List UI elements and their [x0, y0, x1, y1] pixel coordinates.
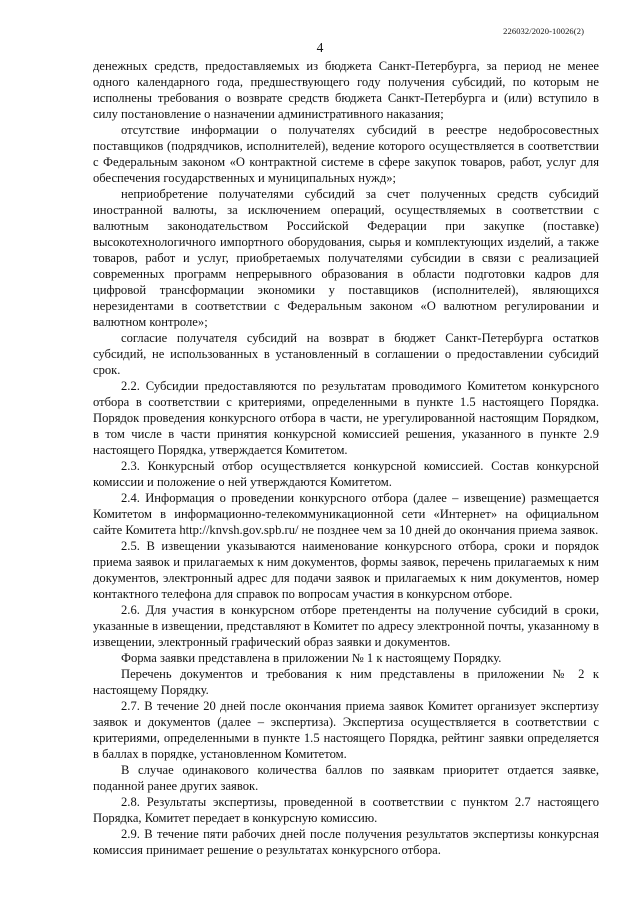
- paragraph: 2.8. Результаты экспертизы, проведенной в соответствии с пунктом 2.7 настоящего Порядка, Комитет передает в конкурсную комиссию.: [93, 795, 599, 825]
- paragraph: 2.4. Информация о проведении конкурсного отбора (далее – извещение) размещается Комитетом в информационно-телекоммуникационной сети «Интернет» на официальном сайте Комитета http://knvsh.gov.spb.ru/ не позднее чем за 10 дней до окончания приема заявок.: [93, 491, 599, 537]
- paragraph: 2.5. В извещении указываются наименование конкурсного отбора, сроки и порядок приема заявок и прилагаемых к ним документов, формы заявок, перечень прилагаемых к ним документов, электронный адрес для подачи заявок и прилагаемых к ним документов, номер контактного телефона для справок по вопросам участия в конкурсном отборе.: [93, 539, 599, 601]
- page-number: 4: [316, 40, 324, 55]
- paragraph: денежных средств, предоставляемых из бюджета Санкт-Петербурга, за период не менее одного календарного года, предшествующего году получения субсидий, по которым не исполнены требования о возврате средств бюджета Санкт-Петербурга и (или) вступило в силу постановление о назначении административного наказания;: [93, 59, 599, 121]
- paragraph: Перечень документов и требования к ним представлены в приложении № 2 к настоящему Порядку.: [93, 667, 599, 697]
- document-body: [93, 58, 599, 858]
- paragraph: 2.3. Конкурсный отбор осуществляется конкурсной комиссией. Состав конкурсной комиссии и положение о ней утверждаются Комитетом.: [93, 459, 599, 489]
- paragraph: Форма заявки представлена в приложении № 1 к настоящему Порядку.: [121, 651, 502, 665]
- paragraph: 2.7. В течение 20 дней после окончания приема заявок Комитет организует экспертизу заявок и документов (далее – экспертиза). Экспертиза осуществляется в соответствии с критериями, определенными в пункте 1.5 настоящего Порядка, рейтинг заявки определяется в баллах в порядке, установленном Комитетом.: [93, 699, 599, 761]
- paragraph: неприобретение получателями субсидий за счет полученных средств субсидий иностранной валюты, за исключением операций, осуществляемых в соответствии с валютным законодательством Российской Федерации при закупке (поставке) высокотехнологичного импортного оборудования, сырья и комплектующих изделий, а также товаров, работ и услуг, приобретаемых получателями субсидии в связи с реализацией современных программ непрерывного образования в области подготовки кадров для цифровой трансформации экономики у поставщиков (исполнителей), являющихся нерезидентами в соответствии с Федеральным законом «О валютном регулировании и валютном контроле»;: [93, 187, 599, 329]
- paragraph: В случае одинакового количества баллов по заявкам приоритет отдается заявке, поданной ранее других заявок.: [93, 763, 599, 793]
- document-id: 226032/2020-10026(2): [503, 26, 584, 36]
- paragraph: отсутствие информации о получателях субсидий в реестре недобросовестных поставщиков (подрядчиков, исполнителей), ведение которого осуществляется в соответствии с Федеральным законом «О контрактной системе в сфере закупок товаров, работ, услуг для обеспечения государственных и муниципальных нужд»;: [93, 123, 599, 185]
- paragraph: 2.9. В течение пяти рабочих дней после получения результатов экспертизы конкурсная комиссия принимает решение о результатах конкурсного отбора.: [93, 827, 599, 857]
- paragraph: 2.2. Субсидии предоставляются по результатам проводимого Комитетом конкурсного отбора в соответствии с критериями, определенными в пункте 1.5 настоящего Порядка. Порядок проведения конкурсного отбора в части, не урегулированной настоящим Порядком, в том числе в части принятия конкурсной комиссией решения, указанного в пункте 2.9 настоящего Порядка, утверждается Комитетом.: [93, 379, 599, 457]
- paragraph: 2.6. Для участия в конкурсном отборе претенденты на получение субсидий в сроки, указанные в извещении, представляют в Комитет по адресу электронной почты, указанному в извещении, электронный графический образ заявки и документов.: [93, 603, 599, 649]
- paragraph: согласие получателя субсидий на возврат в бюджет Санкт-Петербурга остатков субсидий, не использованных в установленный в соглашении о предоставлении субсидий срок.: [93, 331, 599, 377]
